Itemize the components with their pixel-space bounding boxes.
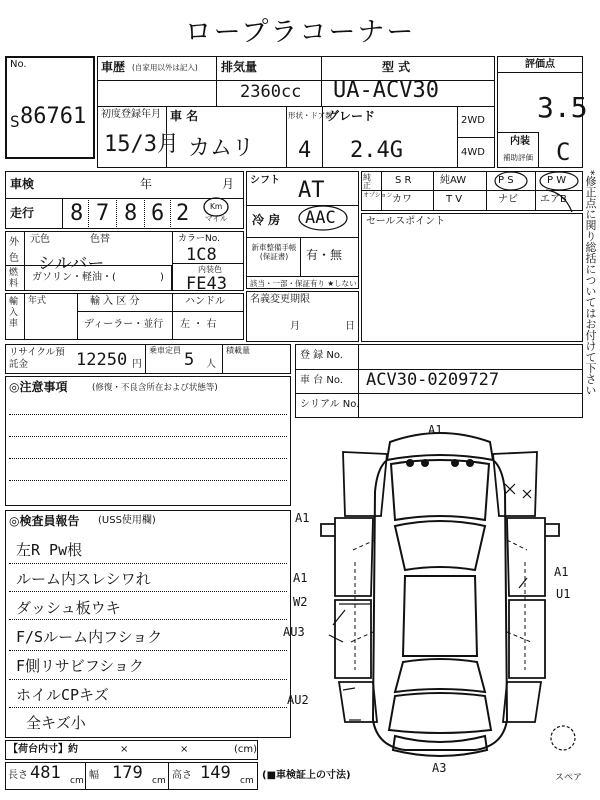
recycle-label: リサイクル預託金 [9, 347, 65, 371]
capacity-unit: 人 [206, 359, 216, 370]
inspector-line: F側リサビフショク [16, 657, 144, 675]
side-note: *修正点に関り総括についてはお付けて下さい [584, 170, 597, 396]
repaint-color-label: 色替 [90, 234, 110, 245]
recycle-value: 12250 [76, 350, 128, 370]
import-year-label: 年式 [28, 296, 47, 306]
interior-color-value: FE43 [186, 274, 227, 294]
mileage-digit: 8 [70, 201, 84, 226]
first-reg-label: 初度登録年月 [101, 109, 161, 120]
score-label: 評価点 [525, 59, 555, 70]
fuel-close: ) [160, 272, 164, 283]
equip-ps: P S [498, 175, 514, 186]
load-label: 積載量 [226, 346, 250, 355]
original-color-value: シルバー [38, 254, 105, 274]
color-no-label: カラーNo. [178, 234, 220, 244]
grade-label: グレード [327, 109, 376, 123]
damage-mark: AU3 [283, 625, 305, 639]
lot-no-label: No. [10, 59, 27, 70]
mileage-unit-mile: マイル [205, 214, 228, 223]
width-value: 179 [112, 763, 143, 783]
equip-aw: 純AW [440, 175, 467, 186]
grade-value: 2.4G [350, 138, 403, 163]
spare-label: スペア [555, 773, 583, 783]
inspector-line: ホイルCPキズ [16, 686, 109, 704]
model-value: UA-ACV30 [333, 78, 439, 103]
exterior-color-label: 外 色 [9, 237, 19, 264]
ac-circle-mark [298, 205, 352, 233]
notes-box [5, 376, 291, 506]
chassis-no-label: 車 台 No. [300, 375, 343, 386]
manual-note: 該当・一部・保証有り ★しない [250, 279, 357, 288]
height-label: 高さ [172, 770, 192, 781]
equip-airbag: エアB [540, 194, 567, 205]
inspector-subtitle: (USS使用欄) [98, 515, 156, 526]
original-color-label: 元色 [30, 234, 50, 245]
width-unit: cm [152, 776, 166, 786]
interior-label: 内装 [510, 136, 530, 147]
cargo-unit: (cm) [234, 744, 258, 755]
damage-mark: A1 [554, 565, 569, 579]
damage-mark: A1 [293, 571, 308, 585]
displacement-label: 排気量 [221, 60, 258, 74]
equip-leather: カワ [392, 194, 412, 205]
fuel-options: ガソリン・軽油・( [32, 272, 116, 283]
import-category-label: 輸 入 区 分 [90, 296, 140, 307]
ac-label: 冷 房 [252, 213, 281, 227]
displacement-value: 2360cc [240, 82, 302, 102]
mileage-digit: 6 [151, 201, 165, 226]
mileage-unit-km: Km [210, 202, 223, 211]
capacity-label: 乗車定員 [149, 346, 181, 355]
mileage-digit: 2 [176, 201, 190, 226]
handle-value: 左 ・ 右 [180, 319, 217, 330]
length-unit: cm [70, 776, 84, 786]
equip-sr: S R [395, 175, 412, 186]
equip-pw: P W [547, 175, 567, 186]
model-label: 型 式 [382, 60, 411, 74]
km-circle-mark [196, 195, 240, 227]
inspector-line: F/Sルーム内フショク [16, 628, 163, 646]
handle-label: ハンドル [185, 296, 225, 307]
sales-point-label: セールスポイント [366, 216, 446, 227]
equip-tv: T V [446, 194, 463, 205]
inspector-line: 全キズ小 [26, 714, 86, 732]
interior-color-label: 内装色 [198, 265, 222, 274]
drive-2wd: 2WD [461, 115, 485, 126]
mileage-digit: 7 [96, 201, 110, 226]
interior-score-value: C [556, 138, 571, 166]
height-value: 149 [200, 763, 231, 783]
inspector-line: 左R Pw根 [16, 541, 83, 559]
damage-mark: W2 [293, 595, 308, 609]
manual-label: 新車整備手帳 (保証書) [251, 243, 297, 262]
car-name-label: 車 名 [170, 109, 199, 123]
car-name-value: カムリ [188, 136, 255, 161]
shaken-month-label: 月 [222, 177, 235, 191]
import-label: 輸入車 [9, 297, 19, 329]
reg-no-label: 登 録 No. [300, 350, 343, 361]
history-label: 車歴 [101, 60, 126, 74]
option-label: オプション [363, 192, 393, 199]
color-no-value: 1C8 [186, 245, 217, 265]
aux-score-label: 補助評価 [503, 153, 533, 162]
length-value: 481 [30, 763, 61, 783]
name-change-day: 日 [345, 321, 355, 332]
mileage-digit: 8 [124, 201, 138, 226]
score-value: 3.5 [537, 91, 588, 124]
height-unit: cm [240, 776, 254, 786]
ac-value: AAC [305, 208, 336, 228]
fuel-label: 燃料 [9, 268, 19, 289]
damage-mark: AU2 [287, 693, 309, 707]
capacity-value: 5 [184, 350, 195, 370]
shift-value: AT [298, 178, 325, 203]
sales-point-box [361, 213, 583, 342]
import-category-value: ディーラー・並行 [84, 319, 164, 330]
page-title: ロープラコーナー [184, 17, 416, 48]
shaken-year-label: 年 [140, 177, 153, 191]
width-label: 幅 [89, 770, 99, 781]
cargo-x2: × [180, 744, 189, 755]
doors-value: 4 [298, 138, 312, 163]
damage-mark: A1 [295, 511, 310, 525]
drive-4wd: 4WD [461, 147, 485, 158]
length-label: 長さ [8, 770, 28, 781]
inspector-title: ◎検査員報告 [9, 514, 80, 528]
mileage-label: 走行 [10, 206, 35, 220]
lot-prefix-mark: S [10, 112, 20, 131]
inspector-line: ルーム内スレシワれ [16, 570, 151, 588]
doors-label: 形状・ドア数 [288, 111, 333, 120]
genuine-label: 純正 [363, 173, 371, 190]
chassis-no-value: ACV30-0209727 [366, 370, 500, 390]
equipment-circle-marks [486, 170, 586, 214]
car-diagram [295, 420, 585, 762]
notes-subtitle: (修復・不良含所在および状態等) [92, 383, 218, 393]
shift-label: シフト [250, 175, 280, 186]
name-change-month: 月 [290, 321, 300, 332]
shaken-label: 車検 [10, 177, 35, 191]
damage-mark: U1 [556, 587, 571, 601]
history-note: (自家用以外は記入) [132, 63, 198, 72]
damage-mark: A1 [428, 423, 443, 437]
cargo-label: 【荷台内寸】約 [8, 744, 78, 755]
dimensions-note: (■車検証上の寸法) [262, 770, 351, 781]
name-change-label: 名義変更期限 [250, 294, 310, 305]
first-reg-value: 15/3月 [104, 132, 179, 157]
serial-no-label: シリアル No. [300, 399, 360, 410]
lot-number: 86761 [20, 104, 87, 129]
damage-mark: A3 [432, 761, 447, 775]
recycle-unit: 円 [132, 359, 142, 370]
manual-value: 有・無 [306, 248, 343, 262]
equip-navi: ナビ [498, 194, 518, 205]
inspector-line: ダッシュ板ウキ [16, 599, 121, 617]
cargo-x1: × [120, 744, 129, 755]
notes-title: ◎注意事項 [9, 380, 68, 394]
